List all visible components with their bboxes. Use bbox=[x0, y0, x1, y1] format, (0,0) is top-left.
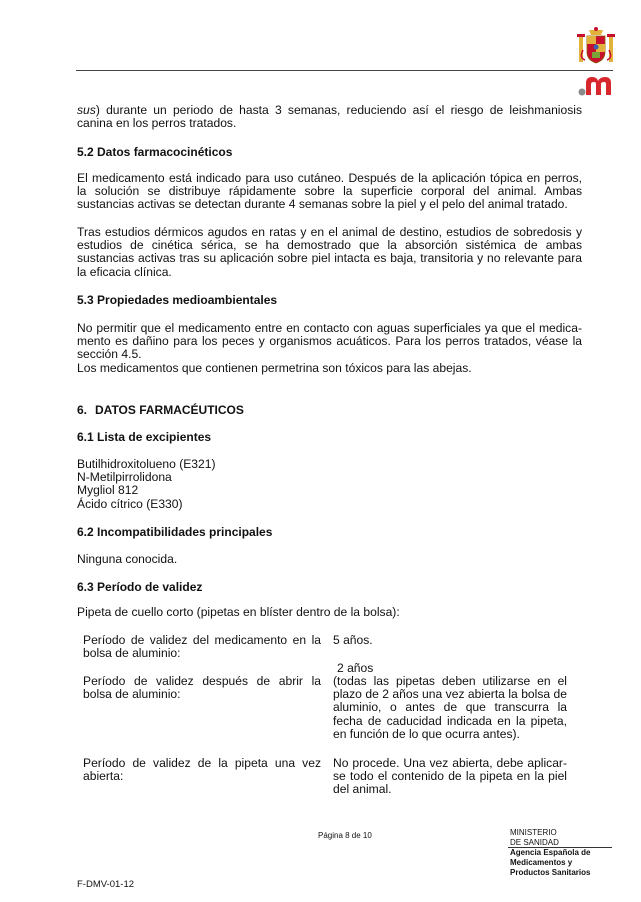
list-item: Ácido cítrico (E330) bbox=[77, 496, 183, 511]
validity-intro: Pipeta de cuello corto (pipetas en blíster dentro de la bolsa): bbox=[77, 605, 400, 619]
agency-line-3: Productos Sanitarios bbox=[510, 868, 591, 877]
continued-text: ) durante un periodo de hasta 3 semanas, reduciendo así el riesgo de leishmaniosis canina en los perros tratados. bbox=[77, 103, 582, 131]
validity-row-3-value: No procede. Una vez abierta, debe aplicarse todo el contenido de la pipeta en la piel del animal. bbox=[333, 756, 567, 797]
section-title: DATOS FARMACÉUTICOS bbox=[95, 403, 244, 417]
validity-row-2-value-top: 2 años bbox=[337, 661, 374, 675]
validity-row-2-value: (todas las pipetas deben utilizarse en el plazo de 2 años una vez abierta la bolsa de aluminio, o antes de que transcurra la fecha de caducidad indicada en la pipeta, en función de lo que ocurra antes). bbox=[333, 674, 567, 741]
form-code: F-DMV-01-12 bbox=[77, 879, 135, 890]
agency-name bbox=[510, 848, 612, 878]
validity-row-1-label: Período de validez del medicamento en la bolsa de aluminio: bbox=[83, 633, 321, 661]
agency-line-2: Medicamentos y bbox=[510, 858, 573, 867]
validity-row-2-label: Período de validez después de abrir la bolsa de aluminio: bbox=[83, 674, 321, 702]
section-number: 6. bbox=[77, 403, 88, 417]
list-item: N-Metilpirrolidona bbox=[77, 470, 172, 485]
validity-row-3-label: Período de validez de la pipeta una vez abierta: bbox=[83, 756, 321, 784]
spanish-coat-of-arms-icon bbox=[576, 26, 616, 68]
list-item: Butilhidroxitolueno (E321) bbox=[77, 457, 216, 471]
validity-heading: 6.3 Período de validez bbox=[77, 580, 203, 594]
ministry-line-2: DE SANIDAD bbox=[510, 837, 559, 847]
pharmaceutical-heading bbox=[77, 403, 244, 417]
validity-row-1-value: 5 años. bbox=[333, 633, 373, 647]
aemps-logo-icon bbox=[578, 73, 616, 97]
page-number: Página 8 de 10 bbox=[318, 831, 372, 840]
env-paragraph-2: Los medicamentos que contienen permetrina son tóxicos para las abejas. bbox=[77, 361, 472, 375]
pk-heading: 5.2 Datos farmacocinéticos bbox=[77, 145, 233, 159]
list-item: Mygliol 812 bbox=[77, 483, 139, 498]
excipients-list bbox=[77, 458, 216, 511]
ministry-name bbox=[510, 828, 559, 847]
pk-paragraph-2: Tras estudios dérmicos agudos en ratas y en el animal de destino, estudios de sobredosis y estudios de cinética sérica, se ha demostrado que la absorción sistémica de ambas sustancias activas tras su aplicación sobre piel intacta es baja, transitoria y no relevante para la eficacia clínica. bbox=[77, 225, 582, 279]
env-paragraph-1: No permitir que el medicamento entre en contacto con aguas superficiales ya que el medicamento es dañino para los peces y organismos acuáticos. Para los perros tratados, véase la sección 4.5. bbox=[77, 321, 582, 362]
incompatibilities-text: Ninguna conocida. bbox=[77, 552, 178, 566]
env-heading: 5.3 Propiedades medioambientales bbox=[77, 293, 278, 307]
header-divider bbox=[76, 70, 613, 71]
agency-line-1: Agencia Española de bbox=[510, 848, 591, 857]
continued-italic: sus bbox=[77, 103, 96, 117]
excipients-heading: 6.1 Lista de excipientes bbox=[77, 430, 212, 444]
pk-paragraph-1: El medicamento está indicado para uso cutáneo. Después de la aplicación tópica en perros, la solución se distribuye rápidamente sobre la superficie corporal del animal. Ambas sustancias activas se detectan durante 4 semanas sobre la piel y el pelo del animal tratado. bbox=[77, 171, 582, 212]
ministry-line-1: MINISTERIO bbox=[510, 828, 557, 837]
continued-paragraph bbox=[77, 104, 582, 130]
incompatibilities-heading: 6.2 Incompatibilidades principales bbox=[77, 525, 273, 539]
